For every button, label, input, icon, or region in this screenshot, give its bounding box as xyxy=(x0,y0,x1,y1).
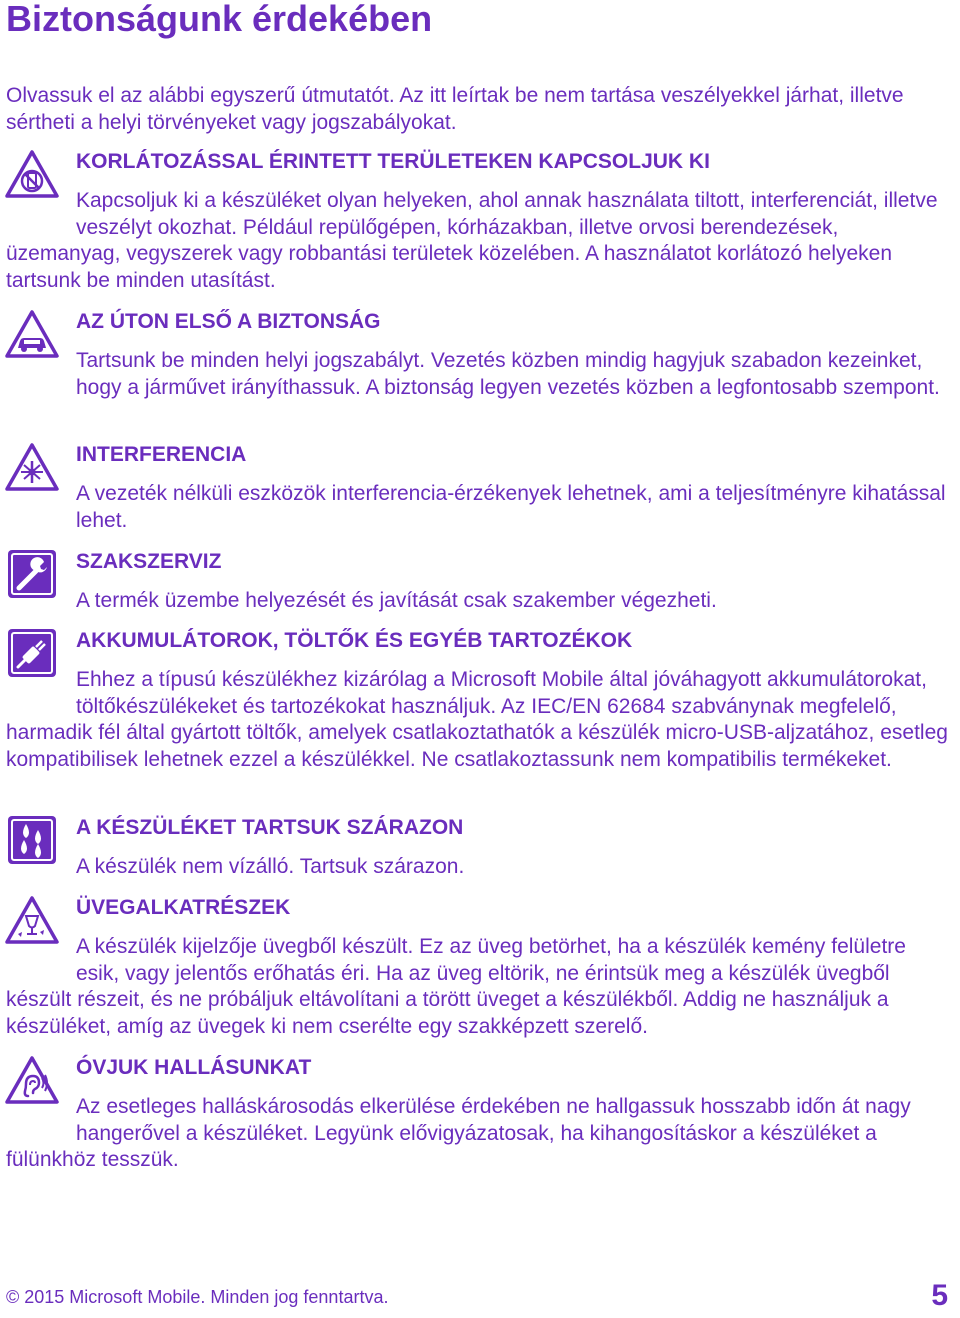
section-body: Az esetleges halláskárosodás elkerülése érdekében ne hallgassuk hosszabb időn át nagy hangerővel a készüléket. Legyünk elővigyázatosak, ha kihangosításkor a készüléket a fülünkhöz tesszük. xyxy=(6,1095,911,1171)
intro-text: Olvassuk el az alábbi egyszerű útmutatót. Az itt leírtak be nem tartása veszélyekkel járhat, illetve sértheti a helyi törvényeket vagy jogszabályokat. xyxy=(6,84,904,134)
section-body: A termék üzembe helyezését és javítását csak szakember végezheti. xyxy=(76,589,717,612)
section-heading: KORLÁTOZÁSSAL ÉRINTETT TERÜLETEKEN KAPCSOLJUK KI xyxy=(76,150,710,173)
page-title: Biztonságunk érdekében xyxy=(6,0,433,39)
section-heading: SZAKSZERVIZ xyxy=(76,550,222,573)
section-body: Kapcsoljuk ki a készüléket olyan helyeken, ahol annak használata tiltott, interferenciát, illetve veszélyt okozhat. Például repülőgépen, kórházakban, illetve orvosi berendezések, üzemanyag, vegyszerek vagy robbantási területek közelében. A használatot korlátozó helyeken tartsunk be minden utasítást. xyxy=(6,189,938,292)
section-heading: ÓVJUK HALLÁSUNKAT xyxy=(76,1056,312,1079)
section-heading: AKKUMULÁTOROK, TÖLTŐK ÉS EGYÉB TARTOZÉKOK xyxy=(76,629,633,652)
section-body: A készülék nem vízálló. Tartsuk szárazon. xyxy=(76,855,465,878)
section-body: A készülék kijelzője üvegből készült. Ez az üveg betörhet, ha a készülék kemény felületre esik, vagy jelentős erőhatás éri. Ha az üveg eltörik, ne érintsük meg a készülék üvegből készült részeit, és ne próbáljuk eltávolítani a törött üveget a készülékből. Addig ne használjuk a készüléket, amíg az üvegek ki nem cserélte egy szakképzett szerelő. xyxy=(6,935,906,1038)
page-number: 5 xyxy=(931,1279,948,1312)
section-body: A vezeték nélküli eszközök interferencia-érzékenyek lehetnek, ami a teljesítményre kihatással lehet. xyxy=(76,482,946,532)
section-heading: INTERFERENCIA xyxy=(76,443,247,466)
section-body: Tartsunk be minden helyi jogszabályt. Vezetés közben mindig hagyjuk szabadon kezeinket, hogy a járművet irányíthassuk. A biztonság legyen vezetés közben a legfontosabb szempont. xyxy=(76,349,940,399)
section-heading: AZ ÚTON ELSŐ A BIZTONSÁG xyxy=(76,310,381,333)
section-heading: A KÉSZÜLÉKET TARTSUK SZÁRAZON xyxy=(76,816,464,839)
section-body: Ehhez a típusú készülékhez kizárólag a Microsoft Mobile által jóváhagyott akkumulátorokat, töltőkészülékeket és tartozékokat használjuk. Az IEC/EN 62684 szabványnak megfelelő, harmadik fél által gyártott töltők, amelyek csatlakoztathatók a készülék micro-USB-aljzatához, esetleg kompatibilisek lehetnek ezzel a készülékkel. Ne csatlakoztassunk nem kompatibilis termékeket. xyxy=(6,668,948,771)
section-heading: ÜVEGALKATRÉSZEK xyxy=(76,896,291,919)
copyright-footer: © 2015 Microsoft Mobile. Minden jog fenntartva. xyxy=(6,1287,389,1307)
